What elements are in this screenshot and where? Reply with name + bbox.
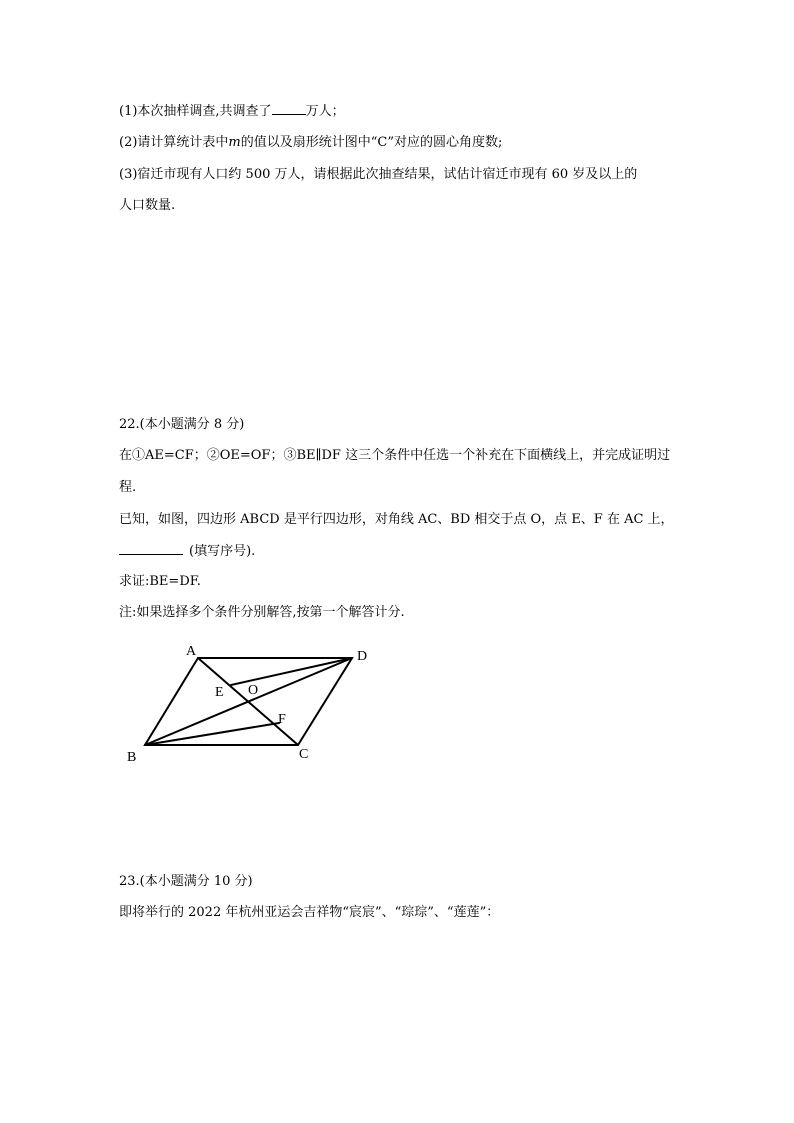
q22-header: 22.(本小题满分 8 分) — [119, 417, 245, 432]
q21-part-1-prefix: (1)本次抽样调查,共调查了 — [119, 104, 272, 119]
q22-fill-line — [119, 541, 255, 562]
q21-part-3-line-2: 人口数量. — [119, 198, 176, 213]
q21-part-2-suffix: 的值以及扇形统计图中“C”对应的圆心角度数; — [240, 135, 503, 150]
answer-blank — [272, 101, 306, 115]
q22-fill-hint: (填写序号). — [189, 544, 256, 559]
label-b: B — [127, 750, 137, 765]
label-d: D — [357, 649, 368, 664]
variable-m: m — [228, 135, 241, 150]
q21-part-2 — [119, 133, 502, 153]
segment-bf — [145, 723, 279, 745]
q21-part-3-line-1: (3)宿迁市现有人口约 500 万人，请根据此次抽查结果，试估计宿迁市现有 60 岁及以上的 — [119, 167, 638, 182]
q23-header: 23.(本小题满分 10 分) — [119, 874, 253, 889]
q21-part-1 — [119, 101, 345, 122]
label-c: C — [299, 747, 309, 762]
segment-ed — [231, 658, 352, 685]
q22-intro-line-2: 程. — [119, 480, 137, 495]
q22-intro-line-1: 在①AE=CF；②OE=OF；③BE∥DF 这三个条件中任选一个补充在下面横线上，并完成证明过 — [119, 448, 671, 463]
parallelogram-figure — [110, 632, 390, 772]
q22-note: 注:如果选择多个条件分别解答,按第一个解答计分. — [119, 605, 405, 620]
label-e: E — [215, 685, 224, 700]
q21-part-2-prefix: (2)请计算统计表中 — [119, 135, 229, 150]
diagonal-bd — [145, 658, 352, 745]
q23-intro: 即将举行的 2022 年杭州亚运会吉祥物“宸宸”、“琮琮”、“莲莲”： — [119, 905, 500, 920]
q22-given: 已知，如图，四边形 ABCD 是平行四边形，对角线 AC、BD 相交于点 O，点 E、F 在 AC 上， — [119, 512, 674, 527]
label-a: A — [186, 644, 197, 659]
label-f: F — [278, 712, 286, 727]
label-o: O — [248, 683, 259, 698]
q21-part-1-suffix: 万人； — [305, 104, 345, 119]
answer-blank — [119, 541, 183, 555]
q22-prove: 求证:BE=DF. — [119, 574, 201, 589]
